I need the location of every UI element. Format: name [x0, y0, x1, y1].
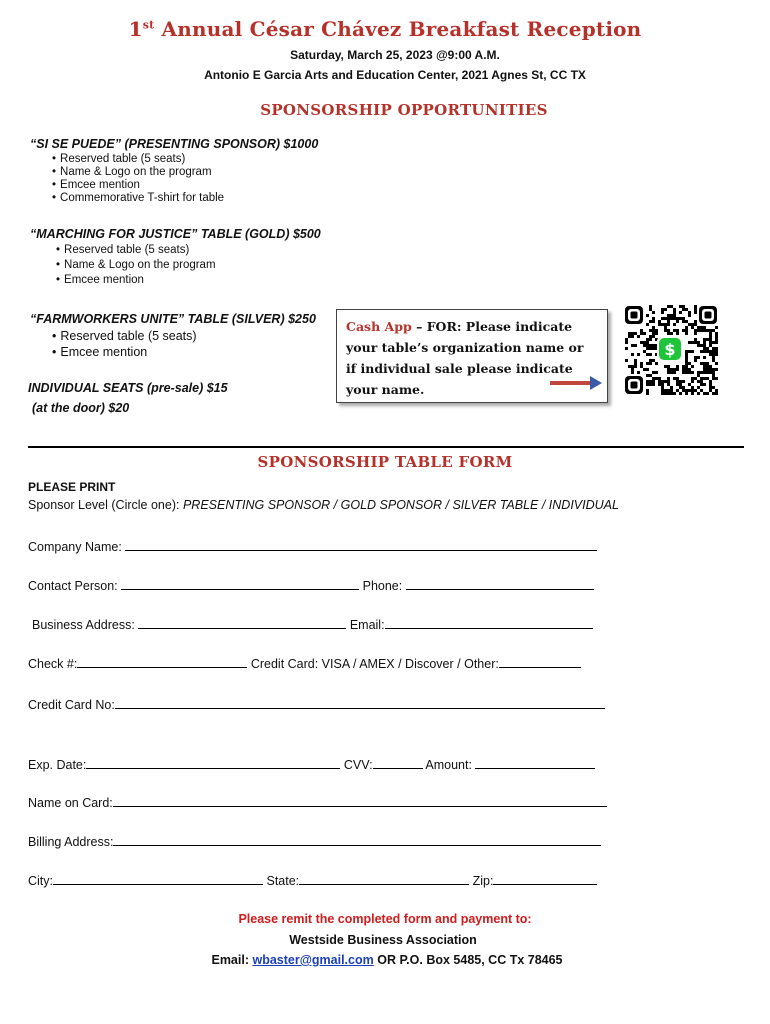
- name-on-card-label: Name on Card:: [28, 796, 113, 810]
- contact-label: Contact Person:: [28, 579, 118, 593]
- billing-row: [28, 833, 601, 849]
- individual-presale: INDIVIDUAL SEATS (pre-sale) $15: [28, 381, 228, 395]
- qr-dollar-symbol: $: [664, 340, 676, 359]
- cc-number-field[interactable]: [115, 696, 605, 709]
- business-address-label: Business Address:: [32, 618, 135, 632]
- list-item: • Emcee mention: [52, 344, 197, 360]
- sponsor-level-label: Sponsor Level (Circle one):: [28, 498, 180, 512]
- opportunities-heading: SPONSORSHIP OPPORTUNITIES: [260, 101, 548, 119]
- address-row: [32, 616, 593, 632]
- arrow-right-icon: [550, 376, 602, 390]
- zip-field[interactable]: [493, 872, 597, 885]
- sponsor-level-row: [28, 498, 619, 512]
- list-item: • Name & Logo on the program: [56, 258, 216, 273]
- cashapp-qr-code[interactable]: [624, 305, 718, 395]
- list-item: • Name & Logo on the program: [52, 166, 224, 179]
- phone-field[interactable]: [406, 577, 594, 590]
- qr-code-icon: [624, 305, 718, 395]
- org-name: Westside Business Association: [289, 933, 477, 947]
- check-label: Check #:: [28, 657, 78, 671]
- silver-benefits: [52, 328, 197, 360]
- po-box: OR P.O. Box 5485, CC Tx 78465: [377, 953, 563, 967]
- contact-line: [2, 953, 770, 967]
- event-venue: Antonio E Garcia Arts and Education Center, 2021 Agnes St, CC TX: [204, 68, 586, 82]
- city-field[interactable]: [53, 872, 263, 885]
- gold-benefits: [56, 243, 216, 288]
- cashapp-line1: FOR: Please indicate: [426, 319, 573, 334]
- exp-label: Exp. Date:: [28, 758, 87, 772]
- remit-instruction: Please remit the completed form and payment to:: [238, 912, 532, 926]
- contact-row: [28, 577, 594, 593]
- list-item: • Reserved table (5 seats): [56, 243, 216, 258]
- check-field[interactable]: [77, 655, 247, 668]
- billing-label: Billing Address:: [28, 835, 114, 849]
- cashapp-line3: if individual sale please indicate: [346, 361, 573, 376]
- presenting-benefits: [52, 153, 224, 205]
- payment-row: [28, 655, 581, 671]
- cvv-label: CVV:: [343, 758, 373, 772]
- cashapp-label: Cash App: [346, 319, 412, 334]
- business-address-field[interactable]: [138, 616, 346, 629]
- name-on-card-row: [28, 794, 607, 810]
- form-heading: SPONSORSHIP TABLE FORM: [257, 453, 513, 471]
- exp-field[interactable]: [86, 756, 340, 769]
- company-row: [28, 538, 597, 554]
- title-ordinal: 1: [128, 17, 143, 41]
- cc-number-row: [28, 696, 605, 712]
- list-item: • Reserved table (5 seats): [52, 153, 224, 166]
- credit-card-other-field[interactable]: [499, 655, 581, 668]
- list-item: • Emcee mention: [56, 273, 216, 288]
- company-field[interactable]: [125, 538, 597, 551]
- city-row: [28, 872, 597, 888]
- page-title: [0, 17, 770, 41]
- cc-number-label: Credit Card No:: [28, 698, 115, 712]
- email-prefix: Email:: [211, 953, 249, 967]
- company-label: Company Name:: [28, 540, 122, 554]
- silver-tier-title: “FARMWORKERS UNITE” TABLE (SILVER) $250: [30, 312, 316, 326]
- event-date: Saturday, March 25, 2023 @9:00 A.M.: [290, 48, 500, 62]
- cashapp-dash: –: [416, 319, 423, 334]
- state-field[interactable]: [299, 872, 469, 885]
- title-superscript: st: [142, 18, 155, 32]
- credit-card-label: Credit Card: VISA / AMEX / Discover / Other:: [250, 657, 499, 671]
- exp-row: [28, 756, 595, 772]
- contact-field[interactable]: [121, 577, 359, 590]
- email-link[interactable]: wbaster@gmail.com: [252, 953, 374, 967]
- state-label: State:: [266, 874, 300, 888]
- cashapp-line2: your table’s organization name or: [346, 340, 584, 355]
- cashapp-note-box: [336, 309, 608, 403]
- gold-tier-title: “MARCHING FOR JUSTICE” TABLE (GOLD) $500: [30, 227, 321, 241]
- city-label: City:: [28, 874, 53, 888]
- sponsor-level-options[interactable]: PRESENTING SPONSOR / GOLD SPONSOR / SILVER TABLE / INDIVIDUAL: [182, 498, 619, 512]
- phone-label: Phone:: [362, 579, 403, 593]
- zip-label: Zip:: [472, 874, 494, 888]
- cashapp-line4: your name.: [346, 382, 425, 397]
- section-divider: [28, 446, 744, 448]
- list-item: • Emcee mention: [52, 179, 224, 192]
- list-item: • Reserved table (5 seats): [52, 328, 197, 344]
- individual-door: (at the door) $20: [32, 401, 130, 415]
- please-print: PLEASE PRINT: [28, 480, 116, 494]
- name-on-card-field[interactable]: [113, 794, 607, 807]
- email-field[interactable]: [385, 616, 593, 629]
- email-label: Email:: [349, 618, 385, 632]
- title-text: Annual César Chávez Breakfast Reception: [161, 17, 642, 41]
- amount-field[interactable]: [475, 756, 595, 769]
- list-item: • Commemorative T-shirt for table: [52, 192, 224, 205]
- presenting-tier-title: “SI SE PUEDE” (PRESENTING SPONSOR) $1000: [30, 137, 319, 151]
- cvv-field[interactable]: [373, 756, 423, 769]
- billing-field[interactable]: [113, 833, 601, 846]
- amount-label: Amount:: [425, 758, 472, 772]
